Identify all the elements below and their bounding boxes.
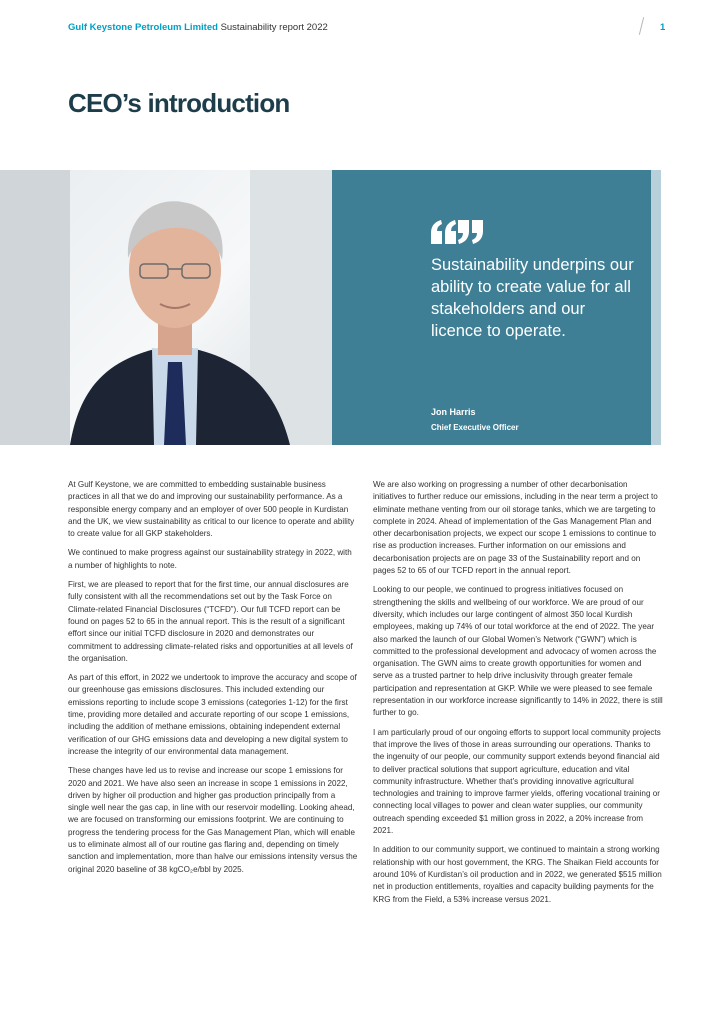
- paragraph: As part of this effort, in 2022 we undertook to improve the accuracy and scope of our greenhouse gas emissions disclosures. This included extending our emissions reporting to include scope 3 emissions (categories 1-12) for the first time, providing more detailed and accurate reporting of our scope 1 emissions, including the addition of methane emissions, obtaining independent external verification of our GHG emissions data and developing a new digital system to increase the integrity of our environmental data management.: [68, 673, 357, 756]
- paragraph: In addition to our community support, we continued to maintain a strong working relationship with our host government, the KRG. The Shaikan Field accounts for around 10% of Kurdistan’s oil production and in 2022, we generated $515 million net in production entitlements, royalties and capacity building payments for the KRG from the Field, a 53% increase versus 2021.: [373, 845, 662, 904]
- paragraph: At Gulf Keystone, we are committed to embedding sustainable business practices in all that we do and improving our sustainability performance. As a responsible energy company and an employer of over 500 people in Kurdistan and the UK, we view sustainability as critical to our licence to operate and ability to create value for all GKP stakeholders.: [68, 480, 355, 539]
- pull-quote: Sustainability underpins our ability to create value for all stakeholders and our licence to operate.: [431, 256, 634, 340]
- ceo-portrait: [0, 170, 332, 445]
- header-divider: [639, 17, 644, 35]
- running-header: [68, 22, 328, 33]
- company-name: Gulf Keystone Petroleum Limited: [68, 22, 218, 33]
- paragraph: These changes have led us to revise and increase our scope 1 emissions for 2020 and 2021. We have also seen an increase in scope 1 emissions in 2022, driven by higher oil production and higher gas production principally from a single well near the gas cap, in line with our reservoir modelling. Looking ahead, we are focused on transforming our emissions footprint. We are continuing to progress the tendering process for the Gas Management Plan, which will enable us to eliminate almost all of our routine gas flaring and, depending on timely sanction and implementation, more than halve our emissions intensity versus the original 2020 baseline of 38 kgCO₂e/bbl by 2025.: [68, 766, 358, 874]
- quote-author-title: Chief Executive Officer: [431, 423, 519, 432]
- paragraph: We are also working on progressing a number of other decarbonisation initiatives to further reduce our emissions, including in the near term a project to eliminate methane venting from our oil storage tanks, which we are targeting to complete in 2024. Ahead of implementation of the Gas Management Plan and other decarbonisation projects, we expect our scope 1 emissions to continue to rise as production increases. Further information on our emissions and decarbonisation projects are on page 33 of the Sustainability report and on pages 52 to 65 of our TCFD report in the annual report.: [373, 480, 658, 576]
- paragraph: Looking to our people, we continued to progress initiatives focused on strengthening the skills and wellbeing of our workforce. We are proud of our diversity, which includes our large contingent of almost 350 local Kurdish employees, making up 74% of our total workforce at the end of 2022. The year also marked the launch of our Global Women’s Network (“GWN”) which is committed to the professional development and advocacy of women across the organisation. The GWN aims to create growth opportunities for women and serve as a trusted partner to help drive inclusivity through greater female participation and representation at GKP. While we were pleased to see female representation in our workforce increase significantly to 14% in 2022, there is still further to go.: [373, 585, 663, 718]
- paragraph: We continued to make progress against our sustainability strategy in 2022, with a number of highlights to note.: [68, 548, 352, 570]
- page-title: CEO’s introduction: [68, 88, 290, 118]
- quote-panel-edge: [651, 170, 661, 445]
- page-number: 1: [660, 22, 666, 33]
- body-column-right: [373, 479, 663, 913]
- quotation-marks-icon: [431, 220, 483, 244]
- report-name: Sustainability report 2022: [220, 22, 328, 33]
- paragraph: I am particularly proud of our ongoing efforts to support local community projects that improve the lives of those in areas surrounding our operations. Thanks to the ingenuity of our people, our community support extends beyond financial aid to deliver practical solutions that support agriculture, education and vital community infrastructure. Whether that’s providing innovative agricultural technologies and training to improve farmer yields, offering vocational training or connecting local villages to power and clean water supplies, our community outreach spending exceeded $1 million gross in 2022, a 20% increase from 2021.: [373, 727, 661, 836]
- paragraph: First, we are pleased to report that for the first time, our annual disclosures are fully consistent with all the recommendations set out by the Task Force on Climate-related Financial Disclosures (“TCFD”). Our full TCFD report can be found on pages 52 to 65 in the annual report. This is the result of a significant effort since our initial TCFD disclosure in 2020 and demonstrates our commitment to addressing climate-related risks and opportunities at all levels of the organisation.: [68, 580, 353, 663]
- quote-author-name: Jon Harris: [431, 407, 476, 417]
- body-column-left: [68, 479, 358, 883]
- portrait-illustration: [0, 170, 332, 445]
